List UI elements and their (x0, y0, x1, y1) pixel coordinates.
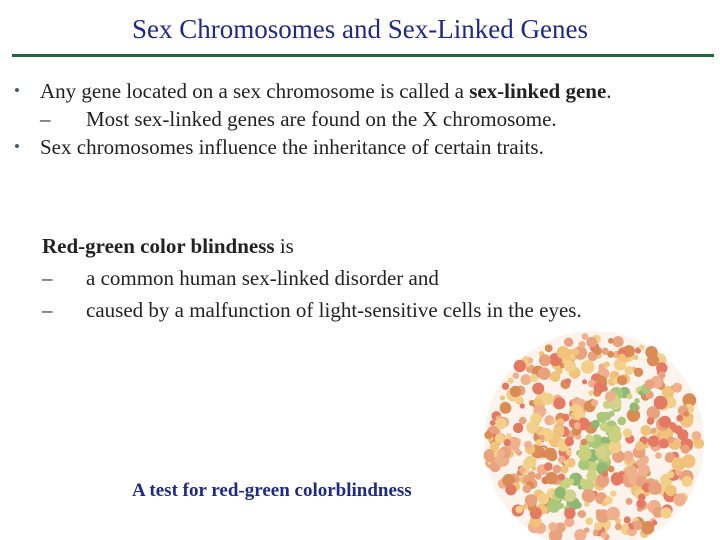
plate-dot (520, 403, 525, 408)
plate-dot (522, 504, 528, 510)
plate-dot (648, 482, 661, 495)
plate-dot (602, 471, 608, 477)
plate-dot (662, 386, 674, 398)
plate-dot (601, 437, 608, 444)
plate-dot (557, 346, 570, 359)
bullet-item-1 (14, 77, 704, 105)
plate-dot (672, 383, 682, 393)
plate-dot (594, 347, 602, 355)
plate-dot (527, 358, 533, 364)
definition-item-2 (42, 294, 682, 326)
plate-dot (575, 502, 582, 509)
plate-dot (564, 508, 575, 519)
plate-dot (572, 348, 579, 355)
bullet-text: Any gene located on a sex chromosome is called a (40, 79, 470, 103)
plate-dot (524, 441, 532, 449)
plate-dot (634, 398, 640, 404)
plate-dot (564, 338, 573, 347)
bullet-list (14, 77, 704, 161)
plate-dot (597, 497, 603, 503)
plate-dot (655, 452, 662, 459)
plate-dot (626, 498, 633, 505)
plate-dot (659, 416, 671, 428)
plate-dot (590, 472, 596, 478)
plate-dot (586, 337, 597, 348)
bullet-item-2 (14, 133, 704, 161)
plate-dot (514, 448, 520, 454)
plate-dot (527, 471, 535, 479)
plate-dot (591, 399, 598, 406)
plate-dot (553, 465, 562, 474)
plate-dot (560, 465, 568, 473)
plate-dot (550, 419, 556, 425)
plate-dot (627, 393, 633, 399)
plate-dot (665, 485, 677, 497)
plate-dot (526, 421, 538, 433)
plate-dot (601, 532, 607, 538)
sub-bullet-text: Most sex-linked genes are found on the X chromosome. (86, 107, 557, 131)
plate-dot (502, 383, 509, 390)
bullet-post: . (606, 79, 612, 103)
definition-item-1 (42, 262, 682, 294)
bullet-text: Sex chromosomes influence the inheritance of certain traits. (40, 135, 544, 159)
image-caption: A test for red-green colorblindness (132, 480, 412, 501)
plate-dot (606, 507, 620, 521)
plate-dot (634, 368, 643, 377)
slide-title: Sex Chromosomes and Sex-Linked Genes (132, 14, 588, 44)
plate-dot (660, 507, 671, 518)
plate-dot (676, 415, 683, 422)
plate-dot (582, 333, 589, 340)
plate-dot (582, 379, 587, 384)
plate-dot (505, 484, 516, 495)
plate-dot (495, 433, 505, 443)
plate-dot (524, 456, 536, 468)
plate-dot (490, 420, 496, 426)
plate-dot (568, 478, 574, 484)
plate-dot (497, 449, 505, 457)
plate-dot (535, 473, 542, 480)
plate-dot (618, 417, 627, 426)
definition-term: Red-green color blindness (42, 234, 275, 258)
plate-dot (584, 527, 590, 533)
plate-dot (558, 473, 565, 480)
plate-dot (604, 496, 613, 505)
plate-dot (574, 422, 581, 429)
plate-dot (597, 412, 608, 423)
plate-dot (578, 447, 592, 461)
plate-dot (585, 517, 593, 525)
plate-dot (608, 466, 615, 473)
plate-dot (618, 354, 626, 362)
plate-dot (677, 429, 688, 440)
plate-dot (636, 499, 646, 509)
plate-dot (565, 437, 574, 446)
plate-dot (554, 487, 565, 498)
plate-dot (601, 348, 608, 355)
plate-dot (510, 386, 521, 397)
plate-dot (565, 378, 571, 384)
plate-dot (554, 397, 566, 409)
plate-dot (513, 372, 520, 379)
plate-dot (545, 344, 553, 352)
bullet-icon: • (14, 137, 20, 156)
plate-dot (521, 374, 532, 385)
definition-heading (42, 230, 682, 262)
plate-dot (633, 355, 638, 360)
plate-dot (668, 437, 675, 444)
plate-dot (544, 448, 557, 461)
plate-dot (635, 442, 644, 451)
dash-icon: – (42, 298, 53, 322)
bullet-bold-term: sex-linked gene (469, 79, 607, 103)
plate-dot (539, 435, 544, 440)
plate-dot (683, 411, 689, 417)
plate-dot (550, 371, 561, 382)
plate-dot (641, 425, 652, 436)
plate-dot (593, 530, 599, 536)
plate-dot (673, 493, 686, 506)
plate-dot (544, 462, 553, 471)
plate-dot (648, 436, 659, 447)
plate-dot (624, 516, 631, 523)
plate-dot (617, 375, 627, 385)
plate-dot (654, 396, 668, 410)
plate-dot (652, 520, 658, 526)
plate-dot (579, 341, 586, 348)
plate-dot (588, 436, 595, 443)
plate-dot (548, 522, 557, 531)
plate-dot (523, 484, 532, 493)
plate-dot (608, 338, 614, 344)
plate-dot (596, 509, 602, 515)
plate-dot (514, 360, 526, 372)
plate-dot (651, 428, 656, 433)
dash-icon: – (42, 266, 53, 290)
plate-dot (578, 510, 586, 518)
plate-dot (644, 379, 654, 389)
plate-dot (610, 490, 616, 496)
plate-dot (484, 431, 492, 439)
plate-dot (682, 476, 693, 487)
plate-dot (496, 418, 507, 429)
plate-dot (611, 473, 624, 486)
definition-verb: is (274, 234, 294, 258)
plate-dot (594, 382, 605, 393)
plate-dot (580, 424, 587, 431)
plate-dot (542, 393, 554, 405)
plate-dot (604, 362, 610, 368)
plate-dot (672, 457, 686, 471)
definition-item-text: a common human sex-linked disorder and (86, 266, 439, 290)
bullet-icon: • (14, 81, 20, 100)
plate-dot (532, 383, 544, 395)
plate-dot (659, 439, 669, 449)
plate-dot (633, 521, 643, 531)
plate-dot (506, 433, 512, 439)
plate-dot (595, 446, 607, 458)
plate-dot (564, 460, 569, 465)
plate-dot (647, 417, 655, 425)
plate-dot (639, 345, 644, 350)
plate-dot (594, 522, 602, 530)
ishihara-plate-image (478, 325, 710, 540)
plate-dot (667, 471, 675, 479)
plate-dot (538, 493, 549, 504)
plate-dot (581, 439, 588, 446)
plate-dot (530, 374, 538, 382)
plate-dot (516, 506, 523, 513)
plate-dot (545, 472, 557, 484)
plate-dot (500, 402, 512, 414)
plate-dot (519, 417, 527, 425)
definition-item-text: caused by a malfunction of light-sensitive cells in the eyes. (86, 298, 582, 322)
plate-dot (588, 391, 593, 396)
plate-dot (615, 523, 622, 530)
plate-dot (519, 467, 526, 474)
plate-dot (547, 499, 561, 513)
plate-dot (638, 464, 650, 476)
plate-dot (500, 395, 505, 400)
plate-dot (623, 428, 632, 437)
plate-dot (564, 360, 576, 372)
plate-dot (582, 489, 596, 503)
plate-dot (692, 431, 702, 441)
plate-dot (624, 366, 633, 375)
sub-bullet-1 (14, 105, 704, 133)
plate-dot (605, 391, 616, 402)
definition-block (42, 230, 682, 326)
dash-icon: – (40, 107, 51, 131)
plate-dot (538, 367, 551, 380)
plate-dot (581, 360, 595, 374)
plate-dot (609, 429, 622, 442)
plate-dot (613, 336, 624, 347)
plate-dot (539, 354, 551, 366)
plate-dot (508, 378, 514, 384)
title-divider (12, 54, 714, 57)
plate-dot (681, 445, 690, 454)
